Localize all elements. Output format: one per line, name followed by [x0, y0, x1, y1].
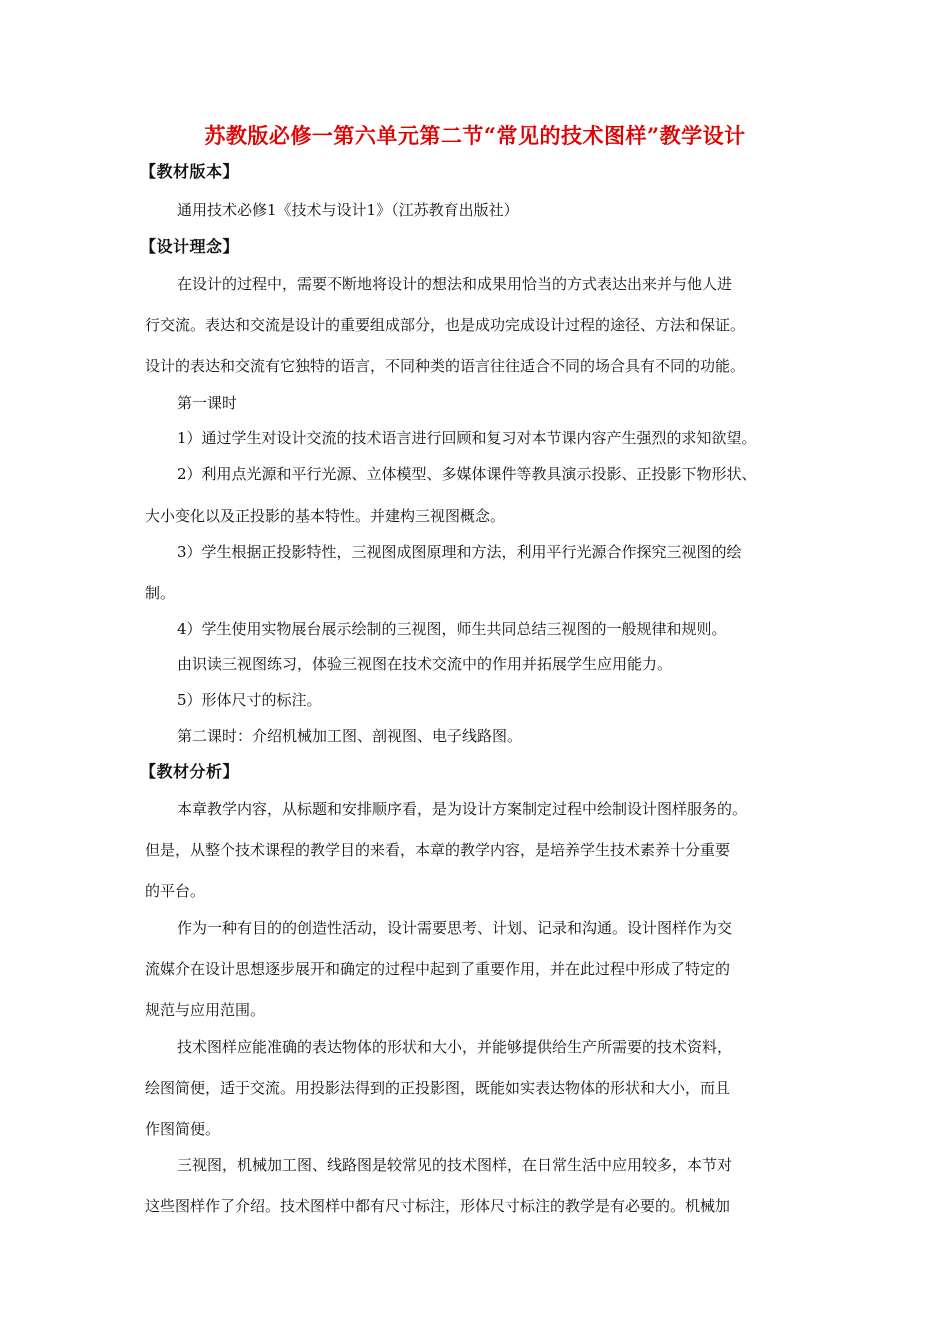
analysis-paragraph-line: 绘图简便，适于交流。用投影法得到的正投影图，既能如实表达物体的形状和大小，而且 [145, 1079, 731, 1097]
concept-paragraph-line: 设计的表达和交流有它独特的语言，不同种类的语言往往适合不同的场合具有不同的功能。 [145, 357, 746, 375]
lesson-two-label: 第二课时：介绍机械加工图、剖视图、电子线路图。 [177, 727, 523, 745]
list-item-1: 1）通过学生对设计交流的技术语言进行回顾和复习对本节课内容产生强烈的求知欲望。 [177, 429, 757, 447]
list-item-5: 5）形体尺寸的标注。 [177, 691, 322, 709]
list-item-2-continued: 大小变化以及正投影的基本特性。并建构三视图概念。 [145, 507, 506, 525]
concept-paragraph-line: 在设计的过程中，需要不断地将设计的想法和成果用恰当的方式表达出来并与他人进 [177, 275, 733, 293]
document-title: 苏教版必修一第六单元第二节“常见的技术图样”教学设计 [204, 123, 746, 148]
section-heading-analysis: 【教材分析】 [140, 762, 240, 781]
list-item-3: 3）学生根据正投影特性，三视图成图原理和方法，利用平行光源合作探究三视图的绘 [177, 543, 742, 561]
analysis-paragraph-line: 本章教学内容，从标题和安排顺序看，是为设计方案制定过程中绘制设计图样服务的。 [177, 800, 748, 818]
list-item-4: 4）学生使用实物展台展示绘制的三视图，师生共同总结三视图的一般规律和规则。 [177, 620, 727, 638]
analysis-paragraph-line: 这些图样作了介绍。技术图样中都有尺寸标注，形体尺寸标注的教学是有必要的。机械加 [145, 1197, 731, 1215]
concept-paragraph-line: 行交流。表达和交流是设计的重要组成部分，也是成功完成设计过程的途径、方法和保证。 [145, 316, 746, 334]
analysis-paragraph-line: 流媒介在设计思想逐步展开和确定的过程中起到了重要作用，并在此过程中形成了特定的 [145, 960, 731, 978]
edition-text: 通用技术必修1《技术与设计1》（江苏教育出版社） [177, 201, 519, 219]
analysis-paragraph-line: 作图简便。 [145, 1120, 221, 1138]
lesson-one-label: 第一课时 [177, 394, 238, 412]
section-heading-concept: 【设计理念】 [140, 237, 240, 256]
analysis-paragraph-line: 规范与应用范围。 [145, 1001, 266, 1019]
analysis-paragraph-line: 的平台。 [145, 882, 206, 900]
list-item-2: 2）利用点光源和平行光源、立体模型、多媒体课件等教具演示投影、正投影下物形状、 [177, 465, 757, 483]
list-item-4-continued: 由识读三视图练习，体验三视图在技术交流中的作用并拓展学生应用能力。 [177, 655, 673, 673]
analysis-paragraph-line: 作为一种有目的的创造性活动，设计需要思考、计划、记录和沟通。设计图样作为交 [177, 919, 733, 937]
analysis-paragraph-line: 三视图，机械加工图、线路图是较常见的技术图样，在日常生活中应用较多，本节对 [177, 1156, 733, 1174]
list-item-3-continued: 制。 [145, 584, 176, 602]
analysis-paragraph-line: 技术图样应能准确的表达物体的形状和大小，并能够提供给生产所需要的技术资料， [177, 1038, 733, 1056]
analysis-paragraph-line: 但是，从整个技术课程的教学目的来看，本章的教学内容，是培养学生技术素养十分重要 [145, 841, 731, 859]
section-heading-edition: 【教材版本】 [140, 162, 240, 181]
